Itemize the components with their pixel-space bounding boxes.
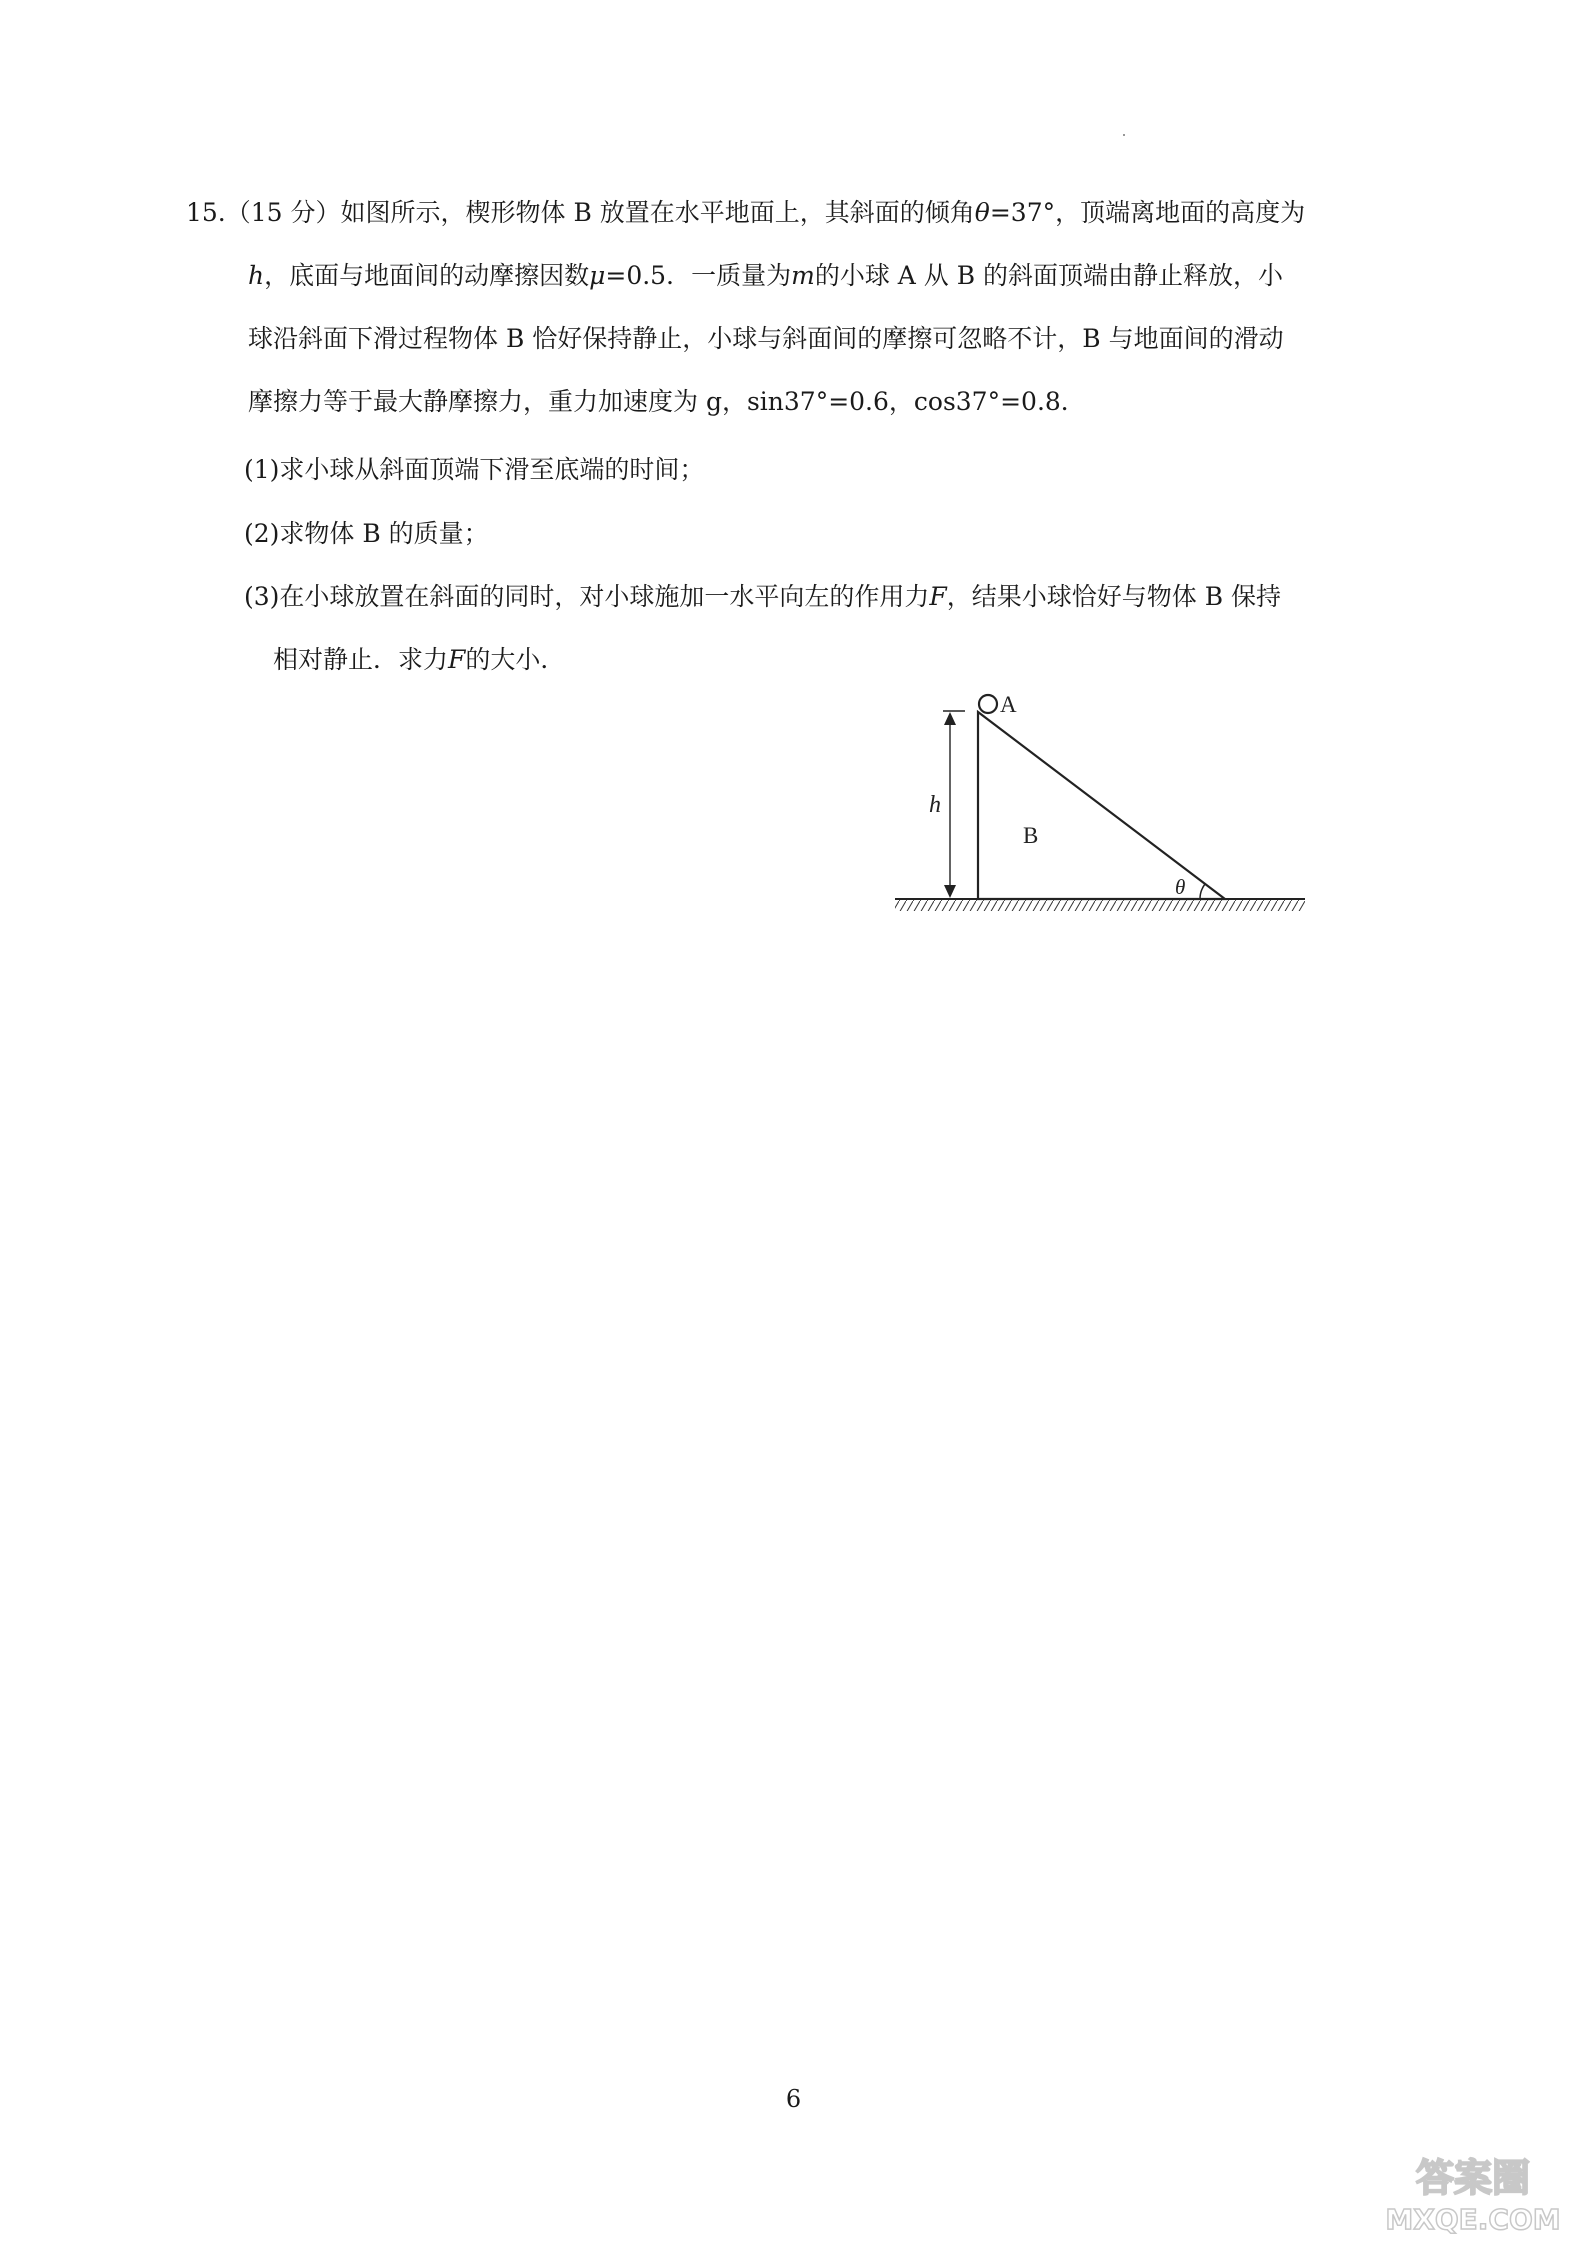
page-number: 6 [785, 2085, 802, 2113]
q3-lead: (3)在小球放置在斜面的同时，对小球施加一水平向左的作用力 [244, 582, 930, 611]
ground [895, 899, 1305, 911]
wedge-figure [885, 685, 1305, 925]
ball-a [979, 695, 997, 713]
mu-symbol: μ [589, 261, 606, 290]
question-3-continued [273, 643, 565, 677]
question-1: (1)求小球从斜面顶端下滑至底端的时间； [244, 455, 705, 484]
angle-arc [1200, 884, 1205, 899]
question-3 [244, 580, 1281, 614]
ball-label-a: A [1000, 692, 1017, 717]
question-2: (2)求物体 B 的质量； [244, 519, 489, 548]
height-label-h: h [929, 792, 941, 818]
line2-tail: 的小球 A 从 B 的斜面顶端由静止释放，小 [814, 261, 1284, 290]
problem-line-4: 摩擦力等于最大静摩擦力，重力加速度为 g，sin37°=0.6，cos37°=0.8． [248, 387, 1086, 416]
problem-line-3: 球沿斜面下滑过程物体 B 恰好保持静止，小球与斜面间的摩擦可忽略不计，B 与地面间的滑动 [248, 324, 1284, 353]
watermark-logo [1373, 2149, 1573, 2237]
watermark-bottom-text: MXQE.COM [1385, 2203, 1561, 2236]
line1-lead: 15.（15 分）如图所示，楔形物体 B 放置在水平地面上，其斜面的倾角 [186, 198, 975, 227]
m-symbol: m [791, 261, 815, 290]
problem-line-1 [186, 196, 1305, 230]
q3-cont-lead: 相对静止．求力 [273, 645, 449, 674]
F-symbol: F [929, 582, 947, 611]
F-symbol-2: F [448, 645, 466, 674]
line1-tail: =37°，顶端离地面的高度为 [989, 198, 1306, 227]
q3-cont-tail: 的大小． [465, 645, 566, 674]
wedge-b [978, 712, 1225, 899]
q3-tail: ，结果小球恰好与物体 B 保持 [946, 582, 1282, 611]
line2-mid: ，底面与地面间的动摩擦因数 [264, 261, 590, 290]
stray-dot [1123, 134, 1125, 136]
theta-symbol: θ [974, 198, 990, 227]
line2-mid2: =0.5．一质量为 [605, 261, 792, 290]
watermark-top-text: 答案圈 [1415, 2156, 1531, 2200]
h-symbol: h [248, 261, 265, 290]
problem-line-2 [248, 259, 1283, 293]
wedge-label-b: B [1023, 823, 1039, 848]
angle-label-theta: θ [1175, 875, 1186, 899]
height-dimension [943, 711, 965, 898]
